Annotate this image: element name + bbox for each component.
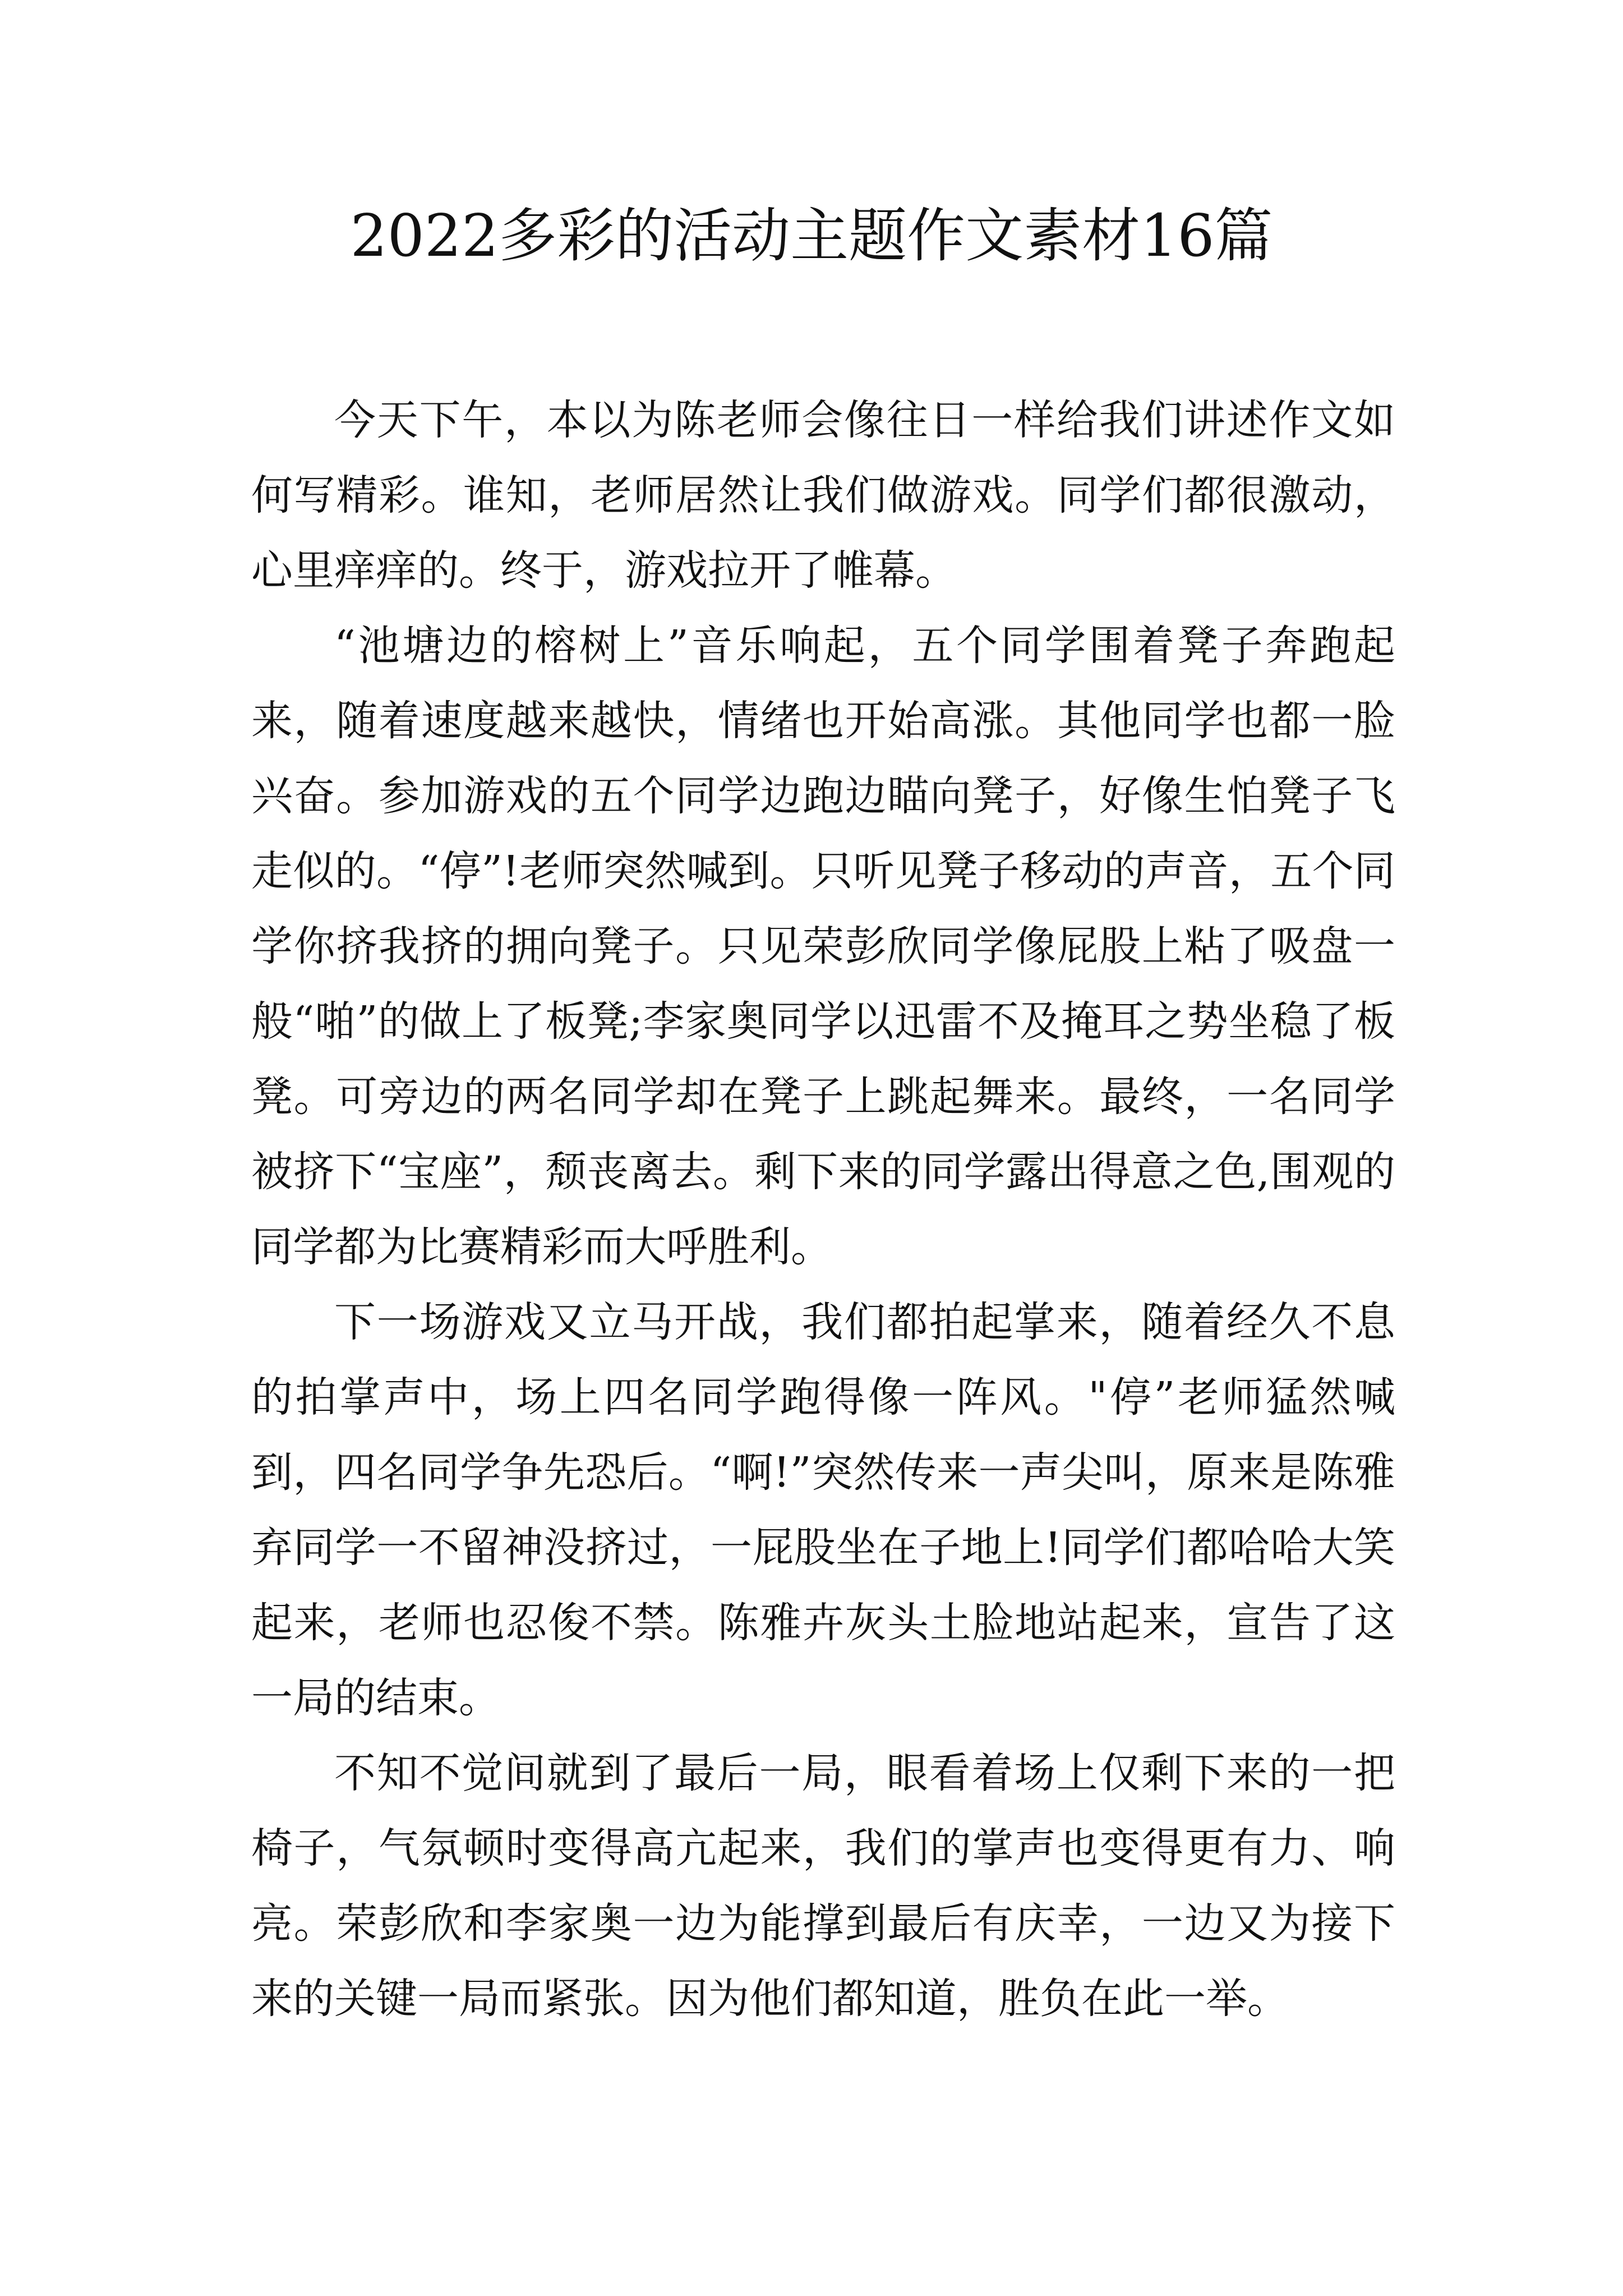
document-title: 2022多彩的活动主题作文素材16篇 [350,201,1273,270]
paragraph: “池塘边的榕树上”音乐响起，五个同学围着凳子奔跑起来，随着速度越来越快，情绪也开始高涨。其他同学也都一脸兴奋。参加游戏的五个同学边跑边瞄向凳子，好像生怕凳子飞走似的。“停”!老师突然喊到。只听见凳子移动的声音，五个同学你挤我挤的拥向凳子。只见荣彭欣同学像屁股上粘了吸盘一般“啪”的做上了板凳;李家奥同学以迅雷不及掩耳之势坐稳了板凳。可旁边的两名同学却在凳子上跳起舞来。最终，一名同学被挤下“宝座”，颓丧离去。剩下来的同学露出得意之色,围观的同学都为比赛精彩而大呼胜利。 [251,622,1395,1271]
paragraph: 今天下午，本以为陈老师会像往日一样给我们讲述作文如何写精彩。谁知，老师居然让我们做游戏。同学们都很激动，心里痒痒的。终于，游戏拉开了帷幕。 [251,396,1395,595]
paragraph: 下一场游戏又立马开战，我们都拍起掌来，随着经久不息的拍掌声中，场上四名同学跑得像一阵风。"停”老师猛然喊到，四名同学争先恐后。“啊!”突然传来一声尖叫，原来是陈雅弃同学一不留神没挤过，一屁股坐在子地上!同学们都哈哈大笑起来，老师也忍俊不禁。陈雅卉灰头土脸地站起来，宣告了这一局的结束。 [251,1298,1395,1722]
document-body [251,383,1395,2036]
paragraph: 不知不觉间就到了最后一局，眼看着场上仅剩下来的一把椅子，气氛顿时变得高亢起来，我们的掌声也变得更有力、响亮。荣彭欣和李家奥一边为能撑到最后有庆幸，一边又为接下来的关键一局而紧张。因为他们都知道，胜负在此一举。 [251,1749,1395,2023]
